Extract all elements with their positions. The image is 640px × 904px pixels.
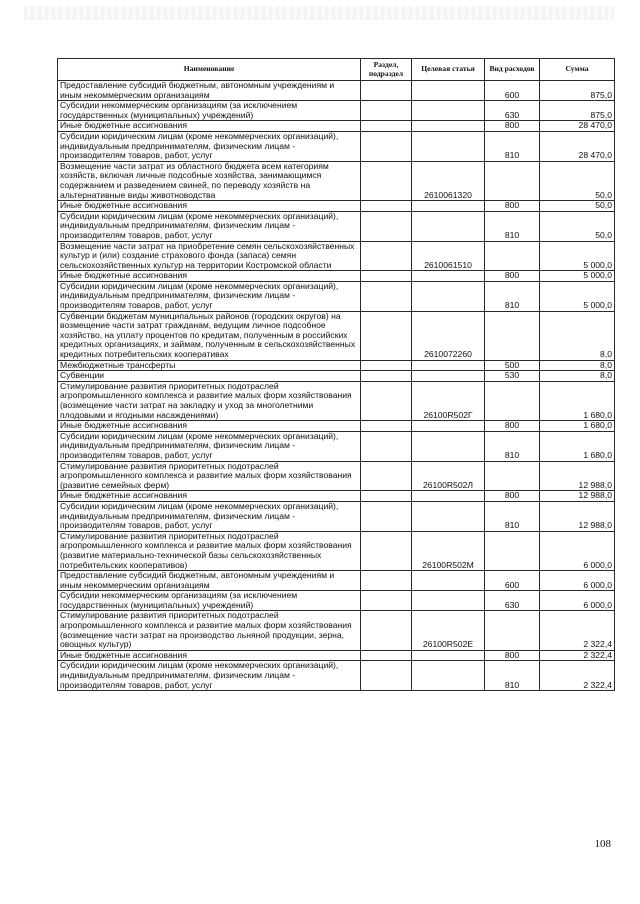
row-section — [361, 311, 412, 360]
row-target — [412, 371, 485, 382]
table-row — [58, 611, 615, 650]
budget-table — [57, 58, 615, 691]
row-name: Иные бюджетные ассигнования — [58, 421, 361, 432]
row-target — [412, 271, 485, 282]
header-sum: Сумма — [540, 59, 615, 81]
row-kind: 800 — [485, 491, 540, 502]
row-section — [361, 371, 412, 382]
row-name: Субсидии юридическим лицам (кроме некоммерческих организаций), индивидуальным предпринимателям, физическим лицам - производителям товаров, работ, услуг — [58, 661, 361, 691]
row-target — [412, 501, 485, 531]
row-target — [412, 131, 485, 161]
row-kind: 530 — [485, 371, 540, 382]
row-section — [361, 650, 412, 661]
table-row — [58, 360, 615, 371]
row-kind — [485, 161, 540, 200]
row-name: Субсидии некоммерческим организациям (за исключением государственных (муниципальных) учреждений) — [58, 101, 361, 121]
table-header-row — [58, 59, 615, 81]
row-sum: 12 988,0 — [540, 461, 615, 491]
row-section — [361, 571, 412, 591]
row-sum: 28 470,0 — [540, 121, 615, 132]
row-section — [361, 360, 412, 371]
row-name: Субсидии юридическим лицам (кроме некоммерческих организаций), индивидуальным предпринимателям, физическим лицам - производителям товаров, работ, услуг — [58, 281, 361, 311]
row-sum: 1 680,0 — [540, 431, 615, 461]
row-target — [412, 650, 485, 661]
row-kind: 810 — [485, 281, 540, 311]
row-name: Субвенции бюджетам муниципальных районов (городских округов) на возмещение части затрат гражданам, ведущим личное подсобное хозяйство, на уплату процентов по кредитам, полученным в российских кредитных организациях, и займам, полученным в сельскохозяйственных кредитных потребительских кооперативах — [58, 311, 361, 360]
row-name: Иные бюджетные ассигнования — [58, 271, 361, 282]
header-section: Раздел, подраздел — [361, 59, 412, 81]
row-name: Субсидии юридическим лицам (кроме некоммерческих организаций), индивидуальным предпринимателям, физическим лицам - производителям товаров, работ, услуг — [58, 211, 361, 241]
table-row — [58, 461, 615, 491]
row-target — [412, 101, 485, 121]
row-target — [412, 491, 485, 502]
table-row — [58, 501, 615, 531]
row-sum: 2 322,4 — [540, 661, 615, 691]
table-row — [58, 101, 615, 121]
table-row — [58, 271, 615, 282]
row-sum: 50,0 — [540, 201, 615, 212]
table-row — [58, 161, 615, 200]
row-kind: 600 — [485, 571, 540, 591]
row-name: Субсидии юридическим лицам (кроме некоммерческих организаций), индивидуальным предпринимателям, физическим лицам - производителям товаров, работ, услуг — [58, 431, 361, 461]
row-section — [361, 211, 412, 241]
row-sum: 6 000,0 — [540, 571, 615, 591]
row-name: Межбюджетные трансферты — [58, 360, 361, 371]
row-section — [361, 241, 412, 271]
table-row — [58, 661, 615, 691]
row-target: 26100R502Е — [412, 611, 485, 650]
row-target — [412, 431, 485, 461]
row-kind: 630 — [485, 101, 540, 121]
row-sum: 6 000,0 — [540, 531, 615, 570]
row-name: Предоставление субсидий бюджетным, автономным учреждениям и иным некоммерческим организациям — [58, 81, 361, 101]
row-name: Возмещение части затрат на приобретение семян сельскохозяйственных культур и (или) создание страхового фонда (запаса) семян сельскохозяйственных культур на территории Костромской области — [58, 241, 361, 271]
table-row — [58, 131, 615, 161]
table-row — [58, 281, 615, 311]
row-kind — [485, 241, 540, 271]
row-name: Иные бюджетные ассигнования — [58, 650, 361, 661]
row-kind: 800 — [485, 201, 540, 212]
row-kind: 800 — [485, 650, 540, 661]
table-row — [58, 241, 615, 271]
row-section — [361, 381, 412, 420]
page-number: 108 — [594, 838, 611, 850]
row-name: Иные бюджетные ассигнования — [58, 121, 361, 132]
row-target: 26100R502М — [412, 531, 485, 570]
row-section — [361, 131, 412, 161]
header-target: Целевая статья — [412, 59, 485, 81]
table-row — [58, 421, 615, 432]
row-target — [412, 421, 485, 432]
row-sum: 50,0 — [540, 161, 615, 200]
row-sum: 2 322,4 — [540, 650, 615, 661]
row-sum: 2 322,4 — [540, 611, 615, 650]
row-section — [361, 611, 412, 650]
row-target — [412, 81, 485, 101]
row-sum: 12 988,0 — [540, 491, 615, 502]
table-row — [58, 571, 615, 591]
row-section — [361, 461, 412, 491]
row-name: Иные бюджетные ассигнования — [58, 491, 361, 502]
row-name: Возмещение части затрат из областного бюджета всем категориям хозяйств, включая личные подсобные хозяйства, занимающимся содержанием и разведением свиней, по переводу хозяйств на альтернативные виды животноводства — [58, 161, 361, 200]
row-section — [361, 161, 412, 200]
row-kind: 630 — [485, 591, 540, 611]
row-sum: 12 988,0 — [540, 501, 615, 531]
row-sum: 1 680,0 — [540, 381, 615, 420]
row-name: Субсидии юридическим лицам (кроме некоммерческих организаций), индивидуальным предпринимателям, физическим лицам - производителям товаров, работ, услуг — [58, 131, 361, 161]
row-section — [361, 101, 412, 121]
row-name: Предоставление субсидий бюджетным, автономным учреждениям и иным некоммерческим организациям — [58, 571, 361, 591]
row-sum: 875,0 — [540, 101, 615, 121]
row-name: Субсидии юридическим лицам (кроме некоммерческих организаций), индивидуальным предпринимателям, физическим лицам - производителям товаров, работ, услуг — [58, 501, 361, 531]
row-target — [412, 281, 485, 311]
row-kind: 810 — [485, 661, 540, 691]
table-row — [58, 531, 615, 570]
row-target — [412, 571, 485, 591]
table-row — [58, 650, 615, 661]
table-row — [58, 371, 615, 382]
row-sum: 5 000,0 — [540, 241, 615, 271]
row-target — [412, 360, 485, 371]
row-sum: 5 000,0 — [540, 271, 615, 282]
row-target: 26100R502Л — [412, 461, 485, 491]
row-name: Стимулирование развития приоритетных подотраслей агропромышленного комплекса и развитие малых форм хозяйствования (развитие семейных ферм) — [58, 461, 361, 491]
row-sum: 8,0 — [540, 371, 615, 382]
row-target: 2610072260 — [412, 311, 485, 360]
row-sum: 50,0 — [540, 211, 615, 241]
row-section — [361, 491, 412, 502]
row-kind: 810 — [485, 131, 540, 161]
row-kind: 810 — [485, 501, 540, 531]
row-target — [412, 211, 485, 241]
row-section — [361, 281, 412, 311]
table-row — [58, 81, 615, 101]
row-kind: 600 — [485, 81, 540, 101]
row-kind — [485, 381, 540, 420]
row-section — [361, 271, 412, 282]
row-sum: 875,0 — [540, 81, 615, 101]
row-sum: 8,0 — [540, 311, 615, 360]
table-row — [58, 201, 615, 212]
row-kind: 810 — [485, 211, 540, 241]
row-sum: 28 470,0 — [540, 131, 615, 161]
row-sum: 5 000,0 — [540, 281, 615, 311]
header-kind: Вид расходов — [485, 59, 540, 81]
row-kind — [485, 531, 540, 570]
table-row — [58, 591, 615, 611]
row-sum: 8,0 — [540, 360, 615, 371]
row-name: Иные бюджетные ассигнования — [58, 201, 361, 212]
table-body — [58, 81, 615, 691]
row-kind: 500 — [485, 360, 540, 371]
row-section — [361, 81, 412, 101]
row-target — [412, 201, 485, 212]
row-kind — [485, 611, 540, 650]
row-kind: 800 — [485, 121, 540, 132]
row-name: Стимулирование развития приоритетных подотраслей агропромышленного комплекса и развитие малых форм хозяйствования (возмещение части затрат на закладку и уход за многолетними плодовыми и ягодными насаждениями) — [58, 381, 361, 420]
row-section — [361, 121, 412, 132]
row-section — [361, 501, 412, 531]
row-section — [361, 421, 412, 432]
table-row — [58, 431, 615, 461]
header-name: Наименование — [58, 59, 361, 81]
scan-noise — [24, 6, 614, 20]
row-name: Стимулирование развития приоритетных подотраслей агропромышленного комплекса и развитие малых форм хозяйствования (развитие материально-технической базы сельскохозяйственных потребительских кооперативов) — [58, 531, 361, 570]
row-kind — [485, 461, 540, 491]
table-row — [58, 381, 615, 420]
row-kind — [485, 311, 540, 360]
table-row — [58, 311, 615, 360]
row-section — [361, 591, 412, 611]
row-name: Субсидии некоммерческим организациям (за исключением государственных (муниципальных) учреждений) — [58, 591, 361, 611]
row-target: 26100R502Г — [412, 381, 485, 420]
row-sum: 1 680,0 — [540, 421, 615, 432]
row-name: Стимулирование развития приоритетных подотраслей агропромышленного комплекса и развитие малых форм хозяйствования (возмещение части затрат на производство льняной продукции, зерна, овощных культур) — [58, 611, 361, 650]
row-section — [361, 661, 412, 691]
row-target — [412, 121, 485, 132]
row-target — [412, 591, 485, 611]
row-kind: 810 — [485, 431, 540, 461]
row-name: Субвенции — [58, 371, 361, 382]
row-kind: 800 — [485, 421, 540, 432]
row-target: 2610061320 — [412, 161, 485, 200]
row-section — [361, 531, 412, 570]
table-row — [58, 121, 615, 132]
table-row — [58, 491, 615, 502]
row-sum: 6 000,0 — [540, 591, 615, 611]
row-section — [361, 201, 412, 212]
row-target — [412, 661, 485, 691]
row-section — [361, 431, 412, 461]
row-target: 2610061510 — [412, 241, 485, 271]
row-kind: 800 — [485, 271, 540, 282]
table-row — [58, 211, 615, 241]
